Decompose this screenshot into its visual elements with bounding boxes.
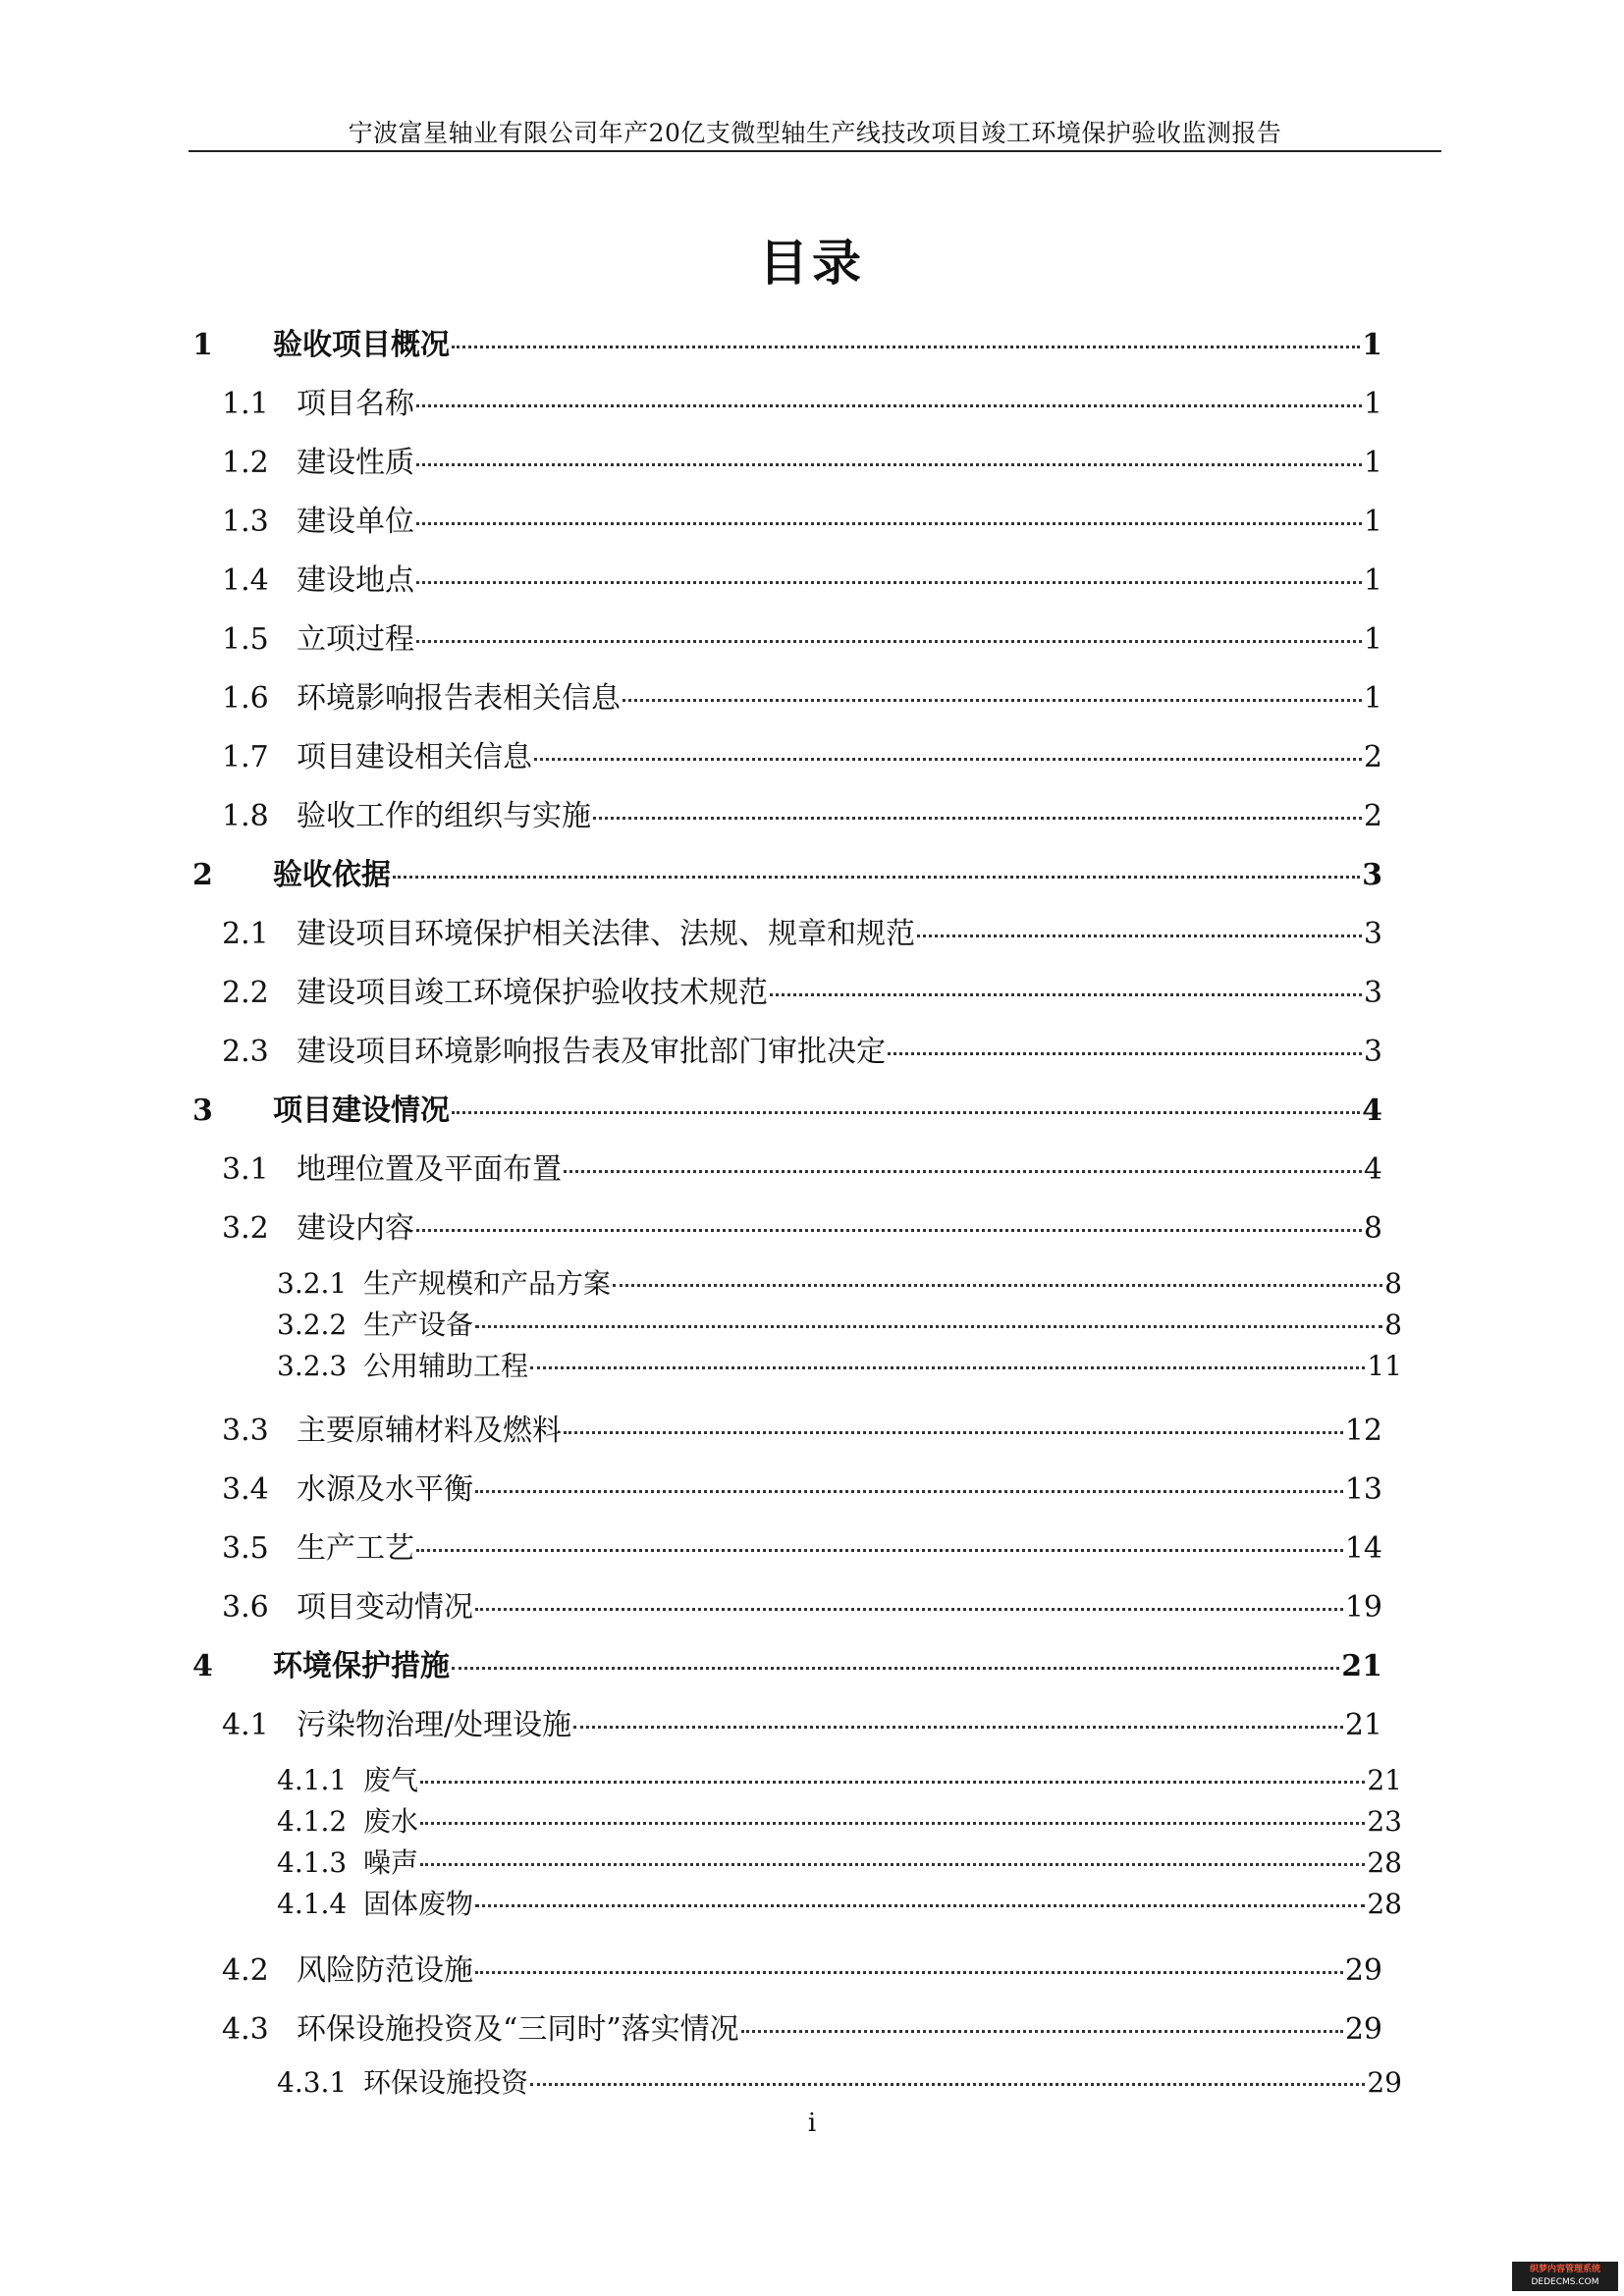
toc-entry-page: 29 <box>1367 2066 1402 2099</box>
toc-entry[interactable] <box>277 2064 1402 2102</box>
watermark-line1: 织梦内容管理系统 <box>1529 2265 1600 2274</box>
toc-leader-dots <box>475 1904 1365 1907</box>
toc-leader-dots <box>416 522 1362 525</box>
toc-leader-dots <box>475 1325 1382 1328</box>
toc-entry[interactable] <box>222 737 1382 778</box>
toc-entry-page: 3 <box>1362 858 1382 892</box>
toc-entry-page: 28 <box>1367 1888 1402 1920</box>
toc-leader-dots <box>416 463 1362 466</box>
toc-entry-page: 21 <box>1344 1708 1382 1742</box>
toc-entry-number: 3 <box>192 1094 213 1128</box>
toc-leader-dots <box>420 1781 1365 1784</box>
toc-leader-dots <box>393 876 1360 879</box>
toc-entry[interactable] <box>222 561 1382 602</box>
toc-entry-page: 1 <box>1363 622 1382 657</box>
toc-leader-dots <box>416 1229 1362 1232</box>
toc-entry[interactable] <box>222 1411 1382 1452</box>
toc-entry[interactable] <box>277 1348 1402 1385</box>
toc-entry[interactable] <box>222 1149 1382 1191</box>
toc-entry[interactable] <box>222 1705 1382 1746</box>
toc-leader-dots <box>530 2083 1365 2086</box>
toc-entry[interactable] <box>277 1886 1402 1923</box>
toc-entry[interactable] <box>222 678 1382 720</box>
toc-entry-label: 立项过程 <box>297 622 414 657</box>
toc-leader-dots <box>420 1822 1365 1825</box>
toc-leader-dots <box>534 758 1362 761</box>
toc-entry-page: 3 <box>1363 917 1382 951</box>
toc-entry-page: 4 <box>1362 1094 1382 1128</box>
toc-entry-label: 生产工艺 <box>297 1531 414 1566</box>
toc-entry-number: 3.1 <box>222 1152 269 1187</box>
toc-entry-page: 2 <box>1363 740 1382 774</box>
toc-leader-dots <box>452 1111 1360 1114</box>
toc-entry-number: 4.1.2 <box>277 1805 348 1838</box>
toc-entry-number: 2.1 <box>222 917 269 951</box>
toc-leader-dots <box>416 640 1362 643</box>
toc-entry-number: 1.6 <box>222 681 269 716</box>
toc-entry[interactable] <box>277 1844 1402 1882</box>
toc-entry[interactable] <box>222 443 1382 484</box>
toc-entry[interactable] <box>222 1469 1382 1511</box>
toc-leader-dots <box>416 581 1362 584</box>
toc-entry-label: 建设地点 <box>297 563 414 598</box>
toc-entry-label: 水源及水平衡 <box>297 1472 473 1507</box>
toc-entry-label: 噪声 <box>363 1846 419 1879</box>
toc-entry-label: 废气 <box>363 1764 419 1796</box>
toc-entry-page: 19 <box>1344 1590 1382 1625</box>
toc-entry-number: 3.3 <box>222 1414 269 1448</box>
toc-entry[interactable] <box>222 619 1382 661</box>
page-title: 目录 <box>759 234 865 292</box>
toc-entry-label: 地理位置及平面布置 <box>297 1152 562 1187</box>
toc-entry-page: 23 <box>1367 1805 1402 1838</box>
toc-leader-dots <box>416 1549 1343 1552</box>
toc-entry-page: 13 <box>1344 1472 1382 1507</box>
toc-entry-number: 1.1 <box>222 387 269 421</box>
toc-entry-page: 21 <box>1367 1764 1402 1796</box>
toc-entry-number: 1 <box>192 328 213 362</box>
toc-entry-number: 3.2.1 <box>277 1267 348 1300</box>
toc-entry-page: 28 <box>1367 1846 1402 1879</box>
toc-leader-dots <box>475 1608 1343 1611</box>
toc-entry[interactable] <box>222 2009 1382 2051</box>
toc-entry-page: 1 <box>1363 505 1382 539</box>
toc-leader-dots <box>917 934 1362 937</box>
toc-entry-number: 2.2 <box>222 976 269 1010</box>
toc-entry[interactable] <box>222 914 1382 955</box>
toc-entry-number: 4.1.4 <box>277 1888 348 1920</box>
toc-leader-dots <box>475 1490 1343 1493</box>
toc-entry-page: 1 <box>1363 563 1382 598</box>
toc-leader-dots <box>593 817 1362 820</box>
toc-entry-number: 3.2.3 <box>277 1350 348 1382</box>
toc-entry[interactable] <box>222 1587 1382 1629</box>
toc-entry[interactable] <box>222 1032 1382 1073</box>
toc-entry-label: 公用辅助工程 <box>363 1350 529 1382</box>
page-number: i <box>807 2109 817 2138</box>
toc-entry-label: 生产规模和产品方案 <box>363 1267 612 1300</box>
toc-entry[interactable] <box>192 1091 1382 1132</box>
toc-entry-page: 11 <box>1367 1350 1402 1382</box>
toc-entry-number: 1.3 <box>222 505 269 539</box>
toc-entry-label: 环境保护措施 <box>273 1649 450 1683</box>
toc-entry-page: 8 <box>1384 1267 1402 1300</box>
toc-leader-dots <box>741 2030 1343 2033</box>
toc-leader-dots <box>530 1366 1365 1369</box>
toc-entry-page: 29 <box>1344 1953 1382 1988</box>
toc-entry-number: 4.3.1 <box>277 2066 348 2099</box>
toc-entry[interactable] <box>192 855 1382 896</box>
watermark-logo <box>1512 2262 1618 2291</box>
toc-leader-dots <box>564 1431 1343 1434</box>
toc-entry-label: 风险防范设施 <box>297 1953 473 1988</box>
toc-entry-number: 1.8 <box>222 799 269 833</box>
toc-entry-label: 项目建设情况 <box>273 1094 450 1128</box>
toc-leader-dots <box>623 699 1362 702</box>
toc-entry-number: 3.6 <box>222 1590 269 1625</box>
toc-entry[interactable] <box>222 502 1382 543</box>
toc-entry-page: 12 <box>1344 1414 1382 1448</box>
toc-entry-label: 环境影响报告表相关信息 <box>297 681 621 716</box>
toc-entry-label: 生产设备 <box>363 1308 474 1341</box>
toc-leader-dots <box>770 993 1362 996</box>
toc-entry-page: 1 <box>1363 387 1382 421</box>
toc-leader-dots <box>475 1971 1343 1974</box>
toc-entry-label: 主要原辅材料及燃料 <box>297 1414 562 1448</box>
toc-entry-label: 项目变动情况 <box>297 1590 473 1625</box>
toc-entry-page: 14 <box>1344 1531 1382 1566</box>
toc-entry[interactable] <box>222 796 1382 837</box>
toc-entry[interactable] <box>277 1265 1402 1303</box>
watermark-line2: DEDECMS.COM <box>1531 2277 1599 2287</box>
toc-entry[interactable] <box>277 1762 1402 1799</box>
toc-entry-label: 项目名称 <box>297 387 414 421</box>
toc-entry-page: 3 <box>1363 1035 1382 1069</box>
toc-leader-dots <box>888 1052 1362 1055</box>
running-header: 宁波富星轴业有限公司年产20亿支微型轴生产线技改项目竣工环境保护验收监测报告 <box>348 119 1282 147</box>
toc-leader-dots <box>613 1284 1382 1287</box>
toc-leader-dots <box>416 404 1362 407</box>
toc-entry-label: 验收项目概况 <box>273 328 450 362</box>
toc-entry-page: 29 <box>1344 2012 1382 2047</box>
toc-leader-dots <box>564 1170 1362 1173</box>
toc-entry-number: 1.4 <box>222 563 269 598</box>
toc-entry-number: 3.5 <box>222 1531 269 1566</box>
toc-entry[interactable] <box>222 1528 1382 1570</box>
toc-entry-label: 建设项目环境影响报告表及审批部门审批决定 <box>297 1035 886 1069</box>
toc-entry-number: 4 <box>192 1649 213 1683</box>
toc-entry-label: 建设项目环境保护相关法律、法规、规章和规范 <box>297 917 915 951</box>
toc-entry-label: 环保设施投资 <box>363 2066 529 2099</box>
toc-leader-dots <box>452 1667 1339 1670</box>
toc-entry-number: 4.1 <box>222 1708 269 1742</box>
toc-entry[interactable] <box>222 1950 1382 1992</box>
toc-entry-number: 4.3 <box>222 2012 269 2047</box>
toc-entry-label: 建设项目竣工环境保护验收技术规范 <box>297 976 768 1010</box>
toc-entry-label: 验收工作的组织与实施 <box>297 799 591 833</box>
toc-entry-number: 2.3 <box>222 1035 269 1069</box>
toc-entry-page: 8 <box>1384 1308 1402 1341</box>
toc-entry-label: 环保设施投资及“三同时”落实情况 <box>297 2012 739 2047</box>
toc-leader-dots <box>573 1726 1343 1729</box>
toc-entry-page: 21 <box>1341 1649 1382 1683</box>
toc-entry-number: 3.2 <box>222 1211 269 1246</box>
toc-entry-number: 4.2 <box>222 1953 269 1988</box>
toc-entry-page: 3 <box>1363 976 1382 1010</box>
toc-entry-number: 1.2 <box>222 446 269 480</box>
toc-entry-page: 1 <box>1362 328 1382 362</box>
toc-entry[interactable] <box>192 325 1382 366</box>
toc-entry-page: 4 <box>1363 1152 1382 1187</box>
toc-entry-label: 建设内容 <box>297 1211 414 1246</box>
toc-entry-label: 验收依据 <box>273 858 391 892</box>
toc-entry-number: 1.5 <box>222 622 269 657</box>
toc-entry-number: 3.2.2 <box>277 1308 348 1341</box>
toc-entry-page: 8 <box>1363 1211 1382 1246</box>
toc-entry-label: 建设性质 <box>297 446 414 480</box>
toc-leader-dots <box>452 346 1360 348</box>
toc-entry-label: 污染物治理/处理设施 <box>297 1708 572 1742</box>
toc-leader-dots <box>420 1863 1365 1866</box>
toc-entry-number: 3.4 <box>222 1472 269 1507</box>
toc-entry[interactable] <box>192 1646 1382 1687</box>
toc-entry[interactable] <box>222 384 1382 425</box>
toc-entry[interactable] <box>222 973 1382 1014</box>
toc-entry-page: 1 <box>1363 446 1382 480</box>
toc-entry-number: 2 <box>192 858 213 892</box>
toc-entry-label: 固体废物 <box>363 1888 474 1920</box>
toc-entry[interactable] <box>277 1803 1402 1841</box>
toc-entry-number: 4.1.3 <box>277 1846 348 1879</box>
toc-entry-page: 2 <box>1363 799 1382 833</box>
toc-entry-label: 建设单位 <box>297 505 414 539</box>
toc-entry[interactable] <box>277 1307 1402 1344</box>
toc-entry-number: 4.1.1 <box>277 1764 348 1796</box>
toc-entry-page: 1 <box>1363 681 1382 716</box>
toc-entry-label: 项目建设相关信息 <box>297 740 532 774</box>
toc-entry[interactable] <box>222 1208 1382 1250</box>
toc-entry-label: 废水 <box>363 1805 419 1838</box>
toc-entry-number: 1.7 <box>222 740 269 774</box>
